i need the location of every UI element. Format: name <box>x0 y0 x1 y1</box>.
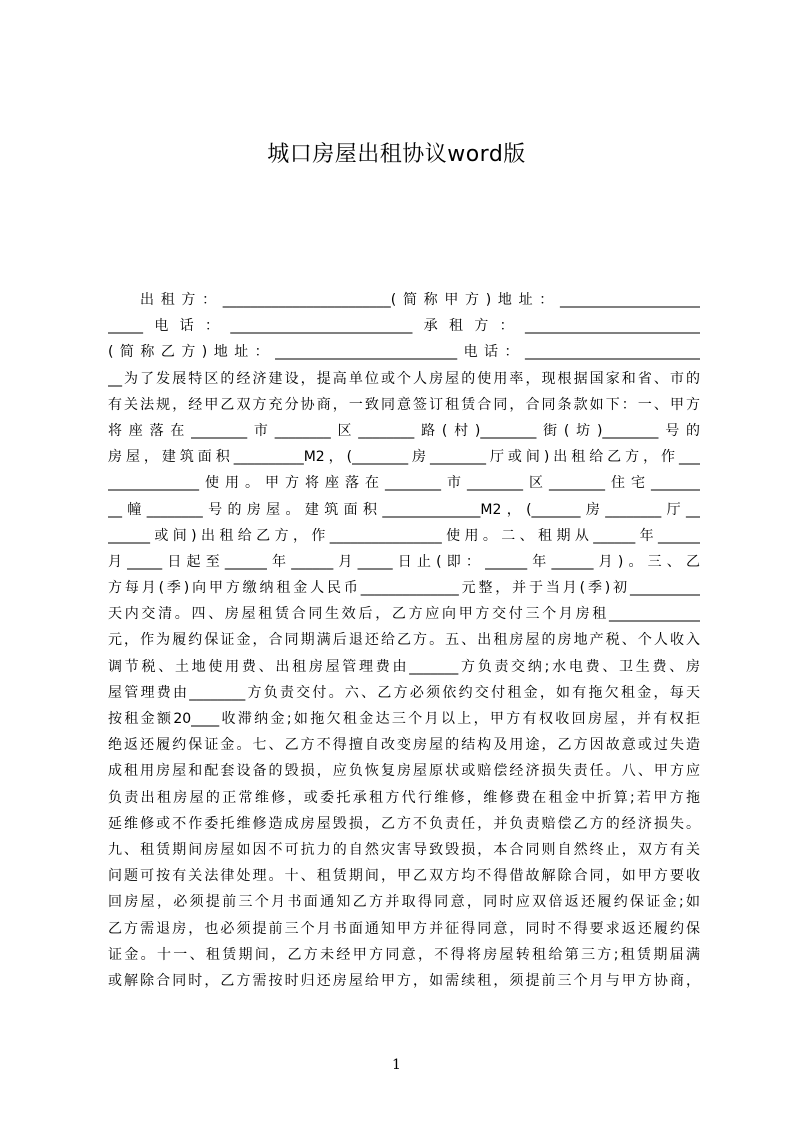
body-line: 房屋，建筑面积__________M2，(________房________厅或间)出租给乙方，作___ <box>108 449 700 466</box>
document-body <box>108 287 700 994</box>
body-line: 按租金额20____收滞纳金;如拖欠租金达三个月以上，甲方有权收回房屋，并有权拒 <box>108 711 700 727</box>
body-line: _____电话：__________________________承租方：_________________________ <box>108 318 700 335</box>
body-line: 月_____日起至______年______月_____日止(即：______年______月)。三、乙 <box>108 553 700 570</box>
body-line: 延维修或不作委托维修造成房屋毁损，乙方不负责任，并负责赔偿乙方的经济损失。 <box>108 815 700 832</box>
body-line: 出租方：________________________(简称甲方)地址：____________________ <box>140 292 700 308</box>
body-line: 负责出租房屋的正常维修，或委托承租方代行维修，维修费在租金中折算;若甲方拖 <box>108 789 700 806</box>
body-line: 将座落在________市________区________路(村)________街(坊)________号的 <box>108 422 700 439</box>
body-line: 屋管理费由________方负责交付。六、乙方必须依约交付租金，如有拖欠租金，每天 <box>108 684 700 701</box>
body-line: 绝返还履约保证金。七、乙方不得擅自改变房屋的结构及用途，乙方因故意或过失造 <box>108 737 700 754</box>
document-title: 城口房屋出租协议word版 <box>267 142 526 167</box>
body-line: 证金。十一、租赁期间，乙方未经甲方同意，不得将房屋转租给第三方;租赁期届满 <box>108 946 700 963</box>
body-line: 方每月(季)向甲方缴纳租金人民币______________元整，并于当月(季)初__________ <box>108 580 700 597</box>
body-line: 成租用房屋和配套设备的毁损，应负恢复房屋原状或赔偿经济损失责任。八、甲方应 <box>108 763 700 780</box>
body-line: 九、租赁期间房屋如因不可抗力的自然灾害导致毁损，本合同则自然终止，双方有关 <box>108 841 700 858</box>
page-number: 1 <box>392 1057 401 1073</box>
body-line: 回房屋，必须提前三个月书面通知乙方并取得同意，同时应双倍返还履约保证金;如 <box>108 894 700 911</box>
body-line: 调节税、土地使用费、出租房屋管理费由_______方负责交纳;水电费、卫生费、房 <box>108 658 700 675</box>
body-line: _____________使用。甲方将座落在________市________区________住宅_______ <box>108 475 700 492</box>
body-line: 有关法规，经甲乙双方充分协商，一致同意签订租赁合同，合同条款如下：一、甲方 <box>108 396 700 413</box>
body-line: 问题可按有关法律处理。十、租赁期间，甲乙双方均不得借故解除合同，如甲方要收 <box>108 868 700 885</box>
body-line: __幢________号的房屋。建筑面积______________M2，(_______房________厅__ <box>108 501 700 518</box>
body-line: (简称乙方)地址：__________________________电话：_________________________ <box>108 344 700 361</box>
body-line: __为了发展特区的经济建设，提高单位或个人房屋的使用率，现根据国家和省、市的 <box>108 370 700 387</box>
body-line: 或解除合同时，乙方需按时归还房屋给甲方，如需续租，须提前三个月与甲方协商， <box>108 972 700 989</box>
body-line: 天内交清。四、房屋租赁合同生效后，乙方应向甲方交付三个月房租_____________ <box>108 606 700 623</box>
body-line: ______或间)出租给乙方，作________________使用。二、租期从______年______ <box>108 527 700 544</box>
body-line: 乙方需退房，也必须提前三个月书面通知甲方并征得同意，同时不得要求返还履约保 <box>108 920 700 937</box>
body-line: 元，作为履约保证金，合同期满后退还给乙方。五、出租房屋的房地产税、个人收入 <box>108 632 700 649</box>
